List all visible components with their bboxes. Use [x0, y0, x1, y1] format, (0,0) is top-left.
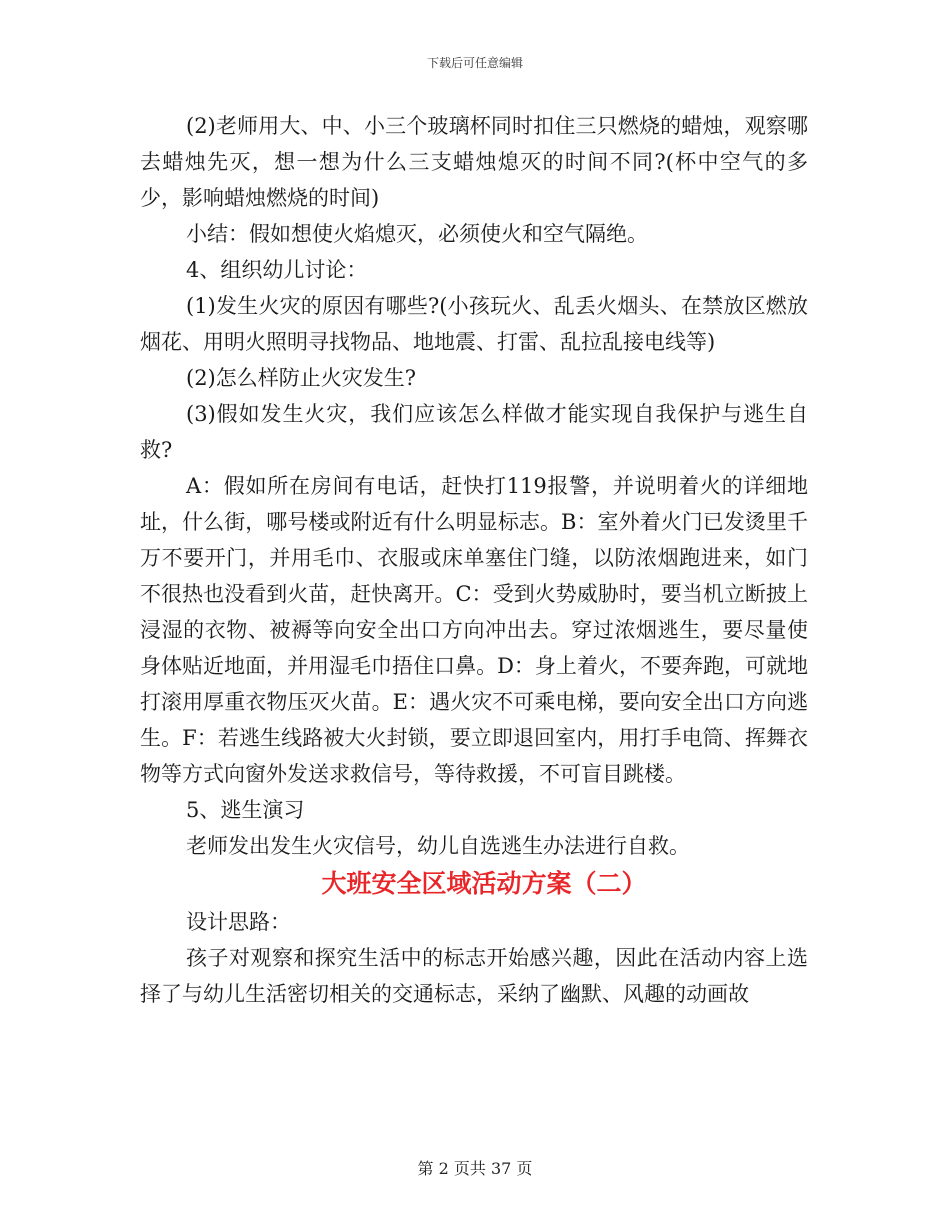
page-header: 下载后可任意编辑: [426, 56, 523, 70]
paragraph-drill: 老师发出发生火灾信号，幼儿自选逃生办法进行自救。: [186, 834, 690, 858]
paragraph-question-2: (2)怎么样防止火灾发生?: [186, 366, 417, 390]
paragraph-step-5: 5、逃生演习: [186, 798, 305, 822]
paragraph-answers: A：假如所在房间有电话，赶快打119报警，并说明着火的详细地址，什么街，哪号楼或附近有什么明显标志。B：室外着火门已发烫里千万不要开门，并用毛巾、衣服或床单塞住门缝，以防浓烟跑进来，如门不很热也没看到火苗，赶快离开。C：受到火势威胁时，要当机立断披上浸湿的衣物、被褥等向安全出口方向冲出去。穿过浓烟逃生，要尽量使身体贴近地面，并用湿毛巾捂住口鼻。D：身上着火，不要奔跑，可就地打滚用厚重衣物压灭火苗。E：遇火灾不可乘电梯，要向安全出口方向逃生。F：若逃生线路被大火封锁，要立即退回室内，用打手电筒、挥舞衣物等方式向窗外发送求救信号，等待救援，不可盲目跳楼。: [140, 474, 808, 786]
paragraph-question-1: (1)发生火灾的原因有哪些?(小孩玩火、乱丢火烟头、在禁放区燃放烟花、用明火照明寻找物品、地地震、打雷、乱拉乱接电线等): [140, 294, 808, 354]
paragraph-design-idea: 孩子对观察和探究生活中的标志开始感兴趣，因此在活动内容上选择了与幼儿生活密切相关的交通标志，采纳了幽默、风趣的动画故: [140, 946, 808, 1006]
paragraph-summary: 小结：假如想使火焰熄灭，必须使火和空气隔绝。: [186, 222, 648, 246]
paragraph-design-idea-label: 设计思路：: [186, 910, 291, 934]
paragraph-question-3: (3)假如发生火灾，我们应该怎么样做才能实现自我保护与逃生自救?: [140, 402, 808, 462]
paragraph-step-4: 4、组织幼儿讨论：: [186, 258, 368, 282]
page-footer: 第 2 页共 37 页: [417, 1159, 533, 1178]
section-title: 大班安全区域活动方案（二）: [321, 869, 647, 898]
paragraph-1: (2)老师用大、中、小三个玻璃杯同时扣住三只燃烧的蜡烛，观察哪去蜡烛先灭，想一想为什么三支蜡烛熄灭的时间不同?(杯中空气的多少，影响蜡烛燃烧的时间): [140, 114, 808, 210]
document-body: [140, 108, 808, 1012]
